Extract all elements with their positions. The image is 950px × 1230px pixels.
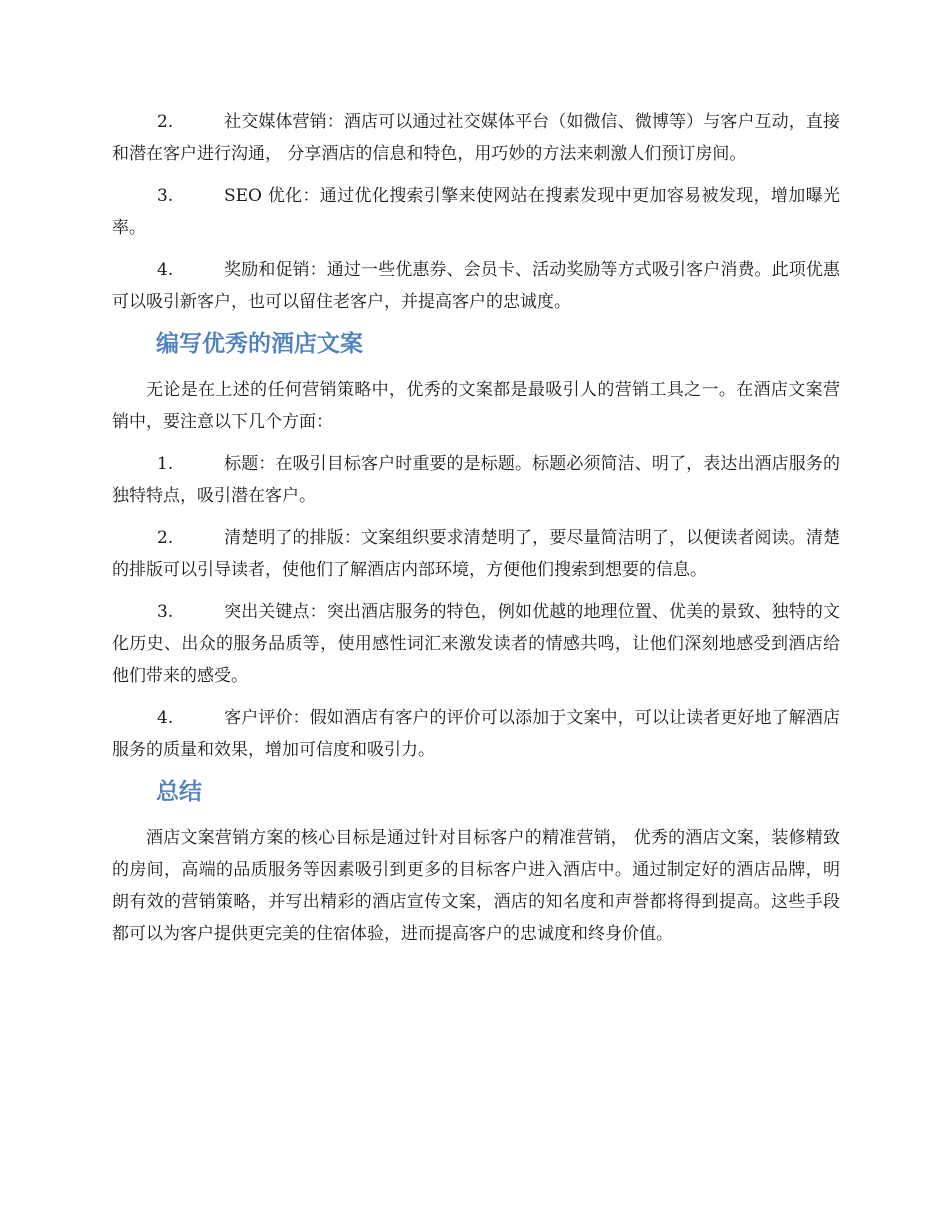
list-item: [112, 106, 840, 170]
document-page: [112, 106, 840, 960]
list-number: 1.: [157, 454, 174, 474]
list-item-text: 标题：在吸引目标客户时重要的是标题。标题必须简洁、明了，表达出酒店服务的独特特点，吸引潜在客户。: [112, 454, 840, 506]
list-item: [112, 254, 840, 318]
section-heading-copywriting: 编写优秀的酒店文案: [156, 331, 363, 357]
list-number: 3.: [157, 186, 174, 206]
list-item: [112, 448, 840, 512]
list-item-text: 社交媒体营销：酒店可以通过社交媒体平台（如微信、微博等）与客户互动，直接和潜在客户进行沟通， 分享酒店的信息和特色，用巧妙的方法来刺激人们预订房间。: [112, 112, 840, 164]
section-heading-summary: 总结: [156, 779, 202, 805]
list-item: [112, 596, 840, 692]
list-item: [112, 180, 840, 244]
section-intro-paragraph: 无论是在上述的任何营销策略中，优秀的文案都是最吸引人的营销工具之一。在酒店文案营销中，要注意以下几个方面：: [112, 380, 840, 432]
list-number: 3.: [157, 602, 174, 622]
list-item: [112, 522, 840, 586]
list-item-text: 奖励和促销：通过一些优惠券、会员卡、活动奖励等方式吸引客户消费。此项优惠可以吸引新客户，也可以留住老客户，并提高客户的忠诚度。: [112, 260, 840, 312]
summary-paragraph: 酒店文案营销方案的核心目标是通过针对目标客户的精准营销， 优秀的酒店文案，装修精致的房间，高端的品质服务等因素吸引到更多的目标客户进入酒店中。通过制定好的酒店品牌，明朗有效的营销策略，并写出精彩的酒店宣传文案，酒店的知名度和声誉都将得到提高。这些手段都可以为客户提供更完美的住宿体验，进而提高客户的忠诚度和终身价值。: [112, 828, 840, 944]
list-item-text: 客户评价：假如酒店有客户的评价可以添加于文案中，可以让读者更好地了解酒店服务的质量和效果，增加可信度和吸引力。: [112, 708, 840, 760]
list-item-text: 清楚明了的排版：文案组织要求清楚明了，要尽量简洁明了，以便读者阅读。清楚的排版可以引导读者，使他们了解酒店内部环境，方便他们搜索到想要的信息。: [112, 528, 840, 580]
marketing-strategy-list: [112, 106, 840, 318]
copywriting-tips-list: [112, 448, 840, 766]
list-number: 2.: [157, 112, 174, 132]
list-number: 4.: [157, 708, 174, 728]
list-item-text: 突出关键点：突出酒店服务的特色，例如优越的地理位置、优美的景致、独特的文化历史、出众的服务品质等，使用感性词汇来激发读者的情感共鸣，让他们深刻地感受到酒店给他们带来的感受。: [112, 602, 840, 686]
list-item-text: SEO 优化：通过优化搜索引擎来使网站在搜素发现中更加容易被发现，增加曝光率。: [112, 186, 840, 238]
list-number: 2.: [157, 528, 174, 548]
list-item: [112, 702, 840, 766]
list-number: 4.: [157, 260, 174, 280]
